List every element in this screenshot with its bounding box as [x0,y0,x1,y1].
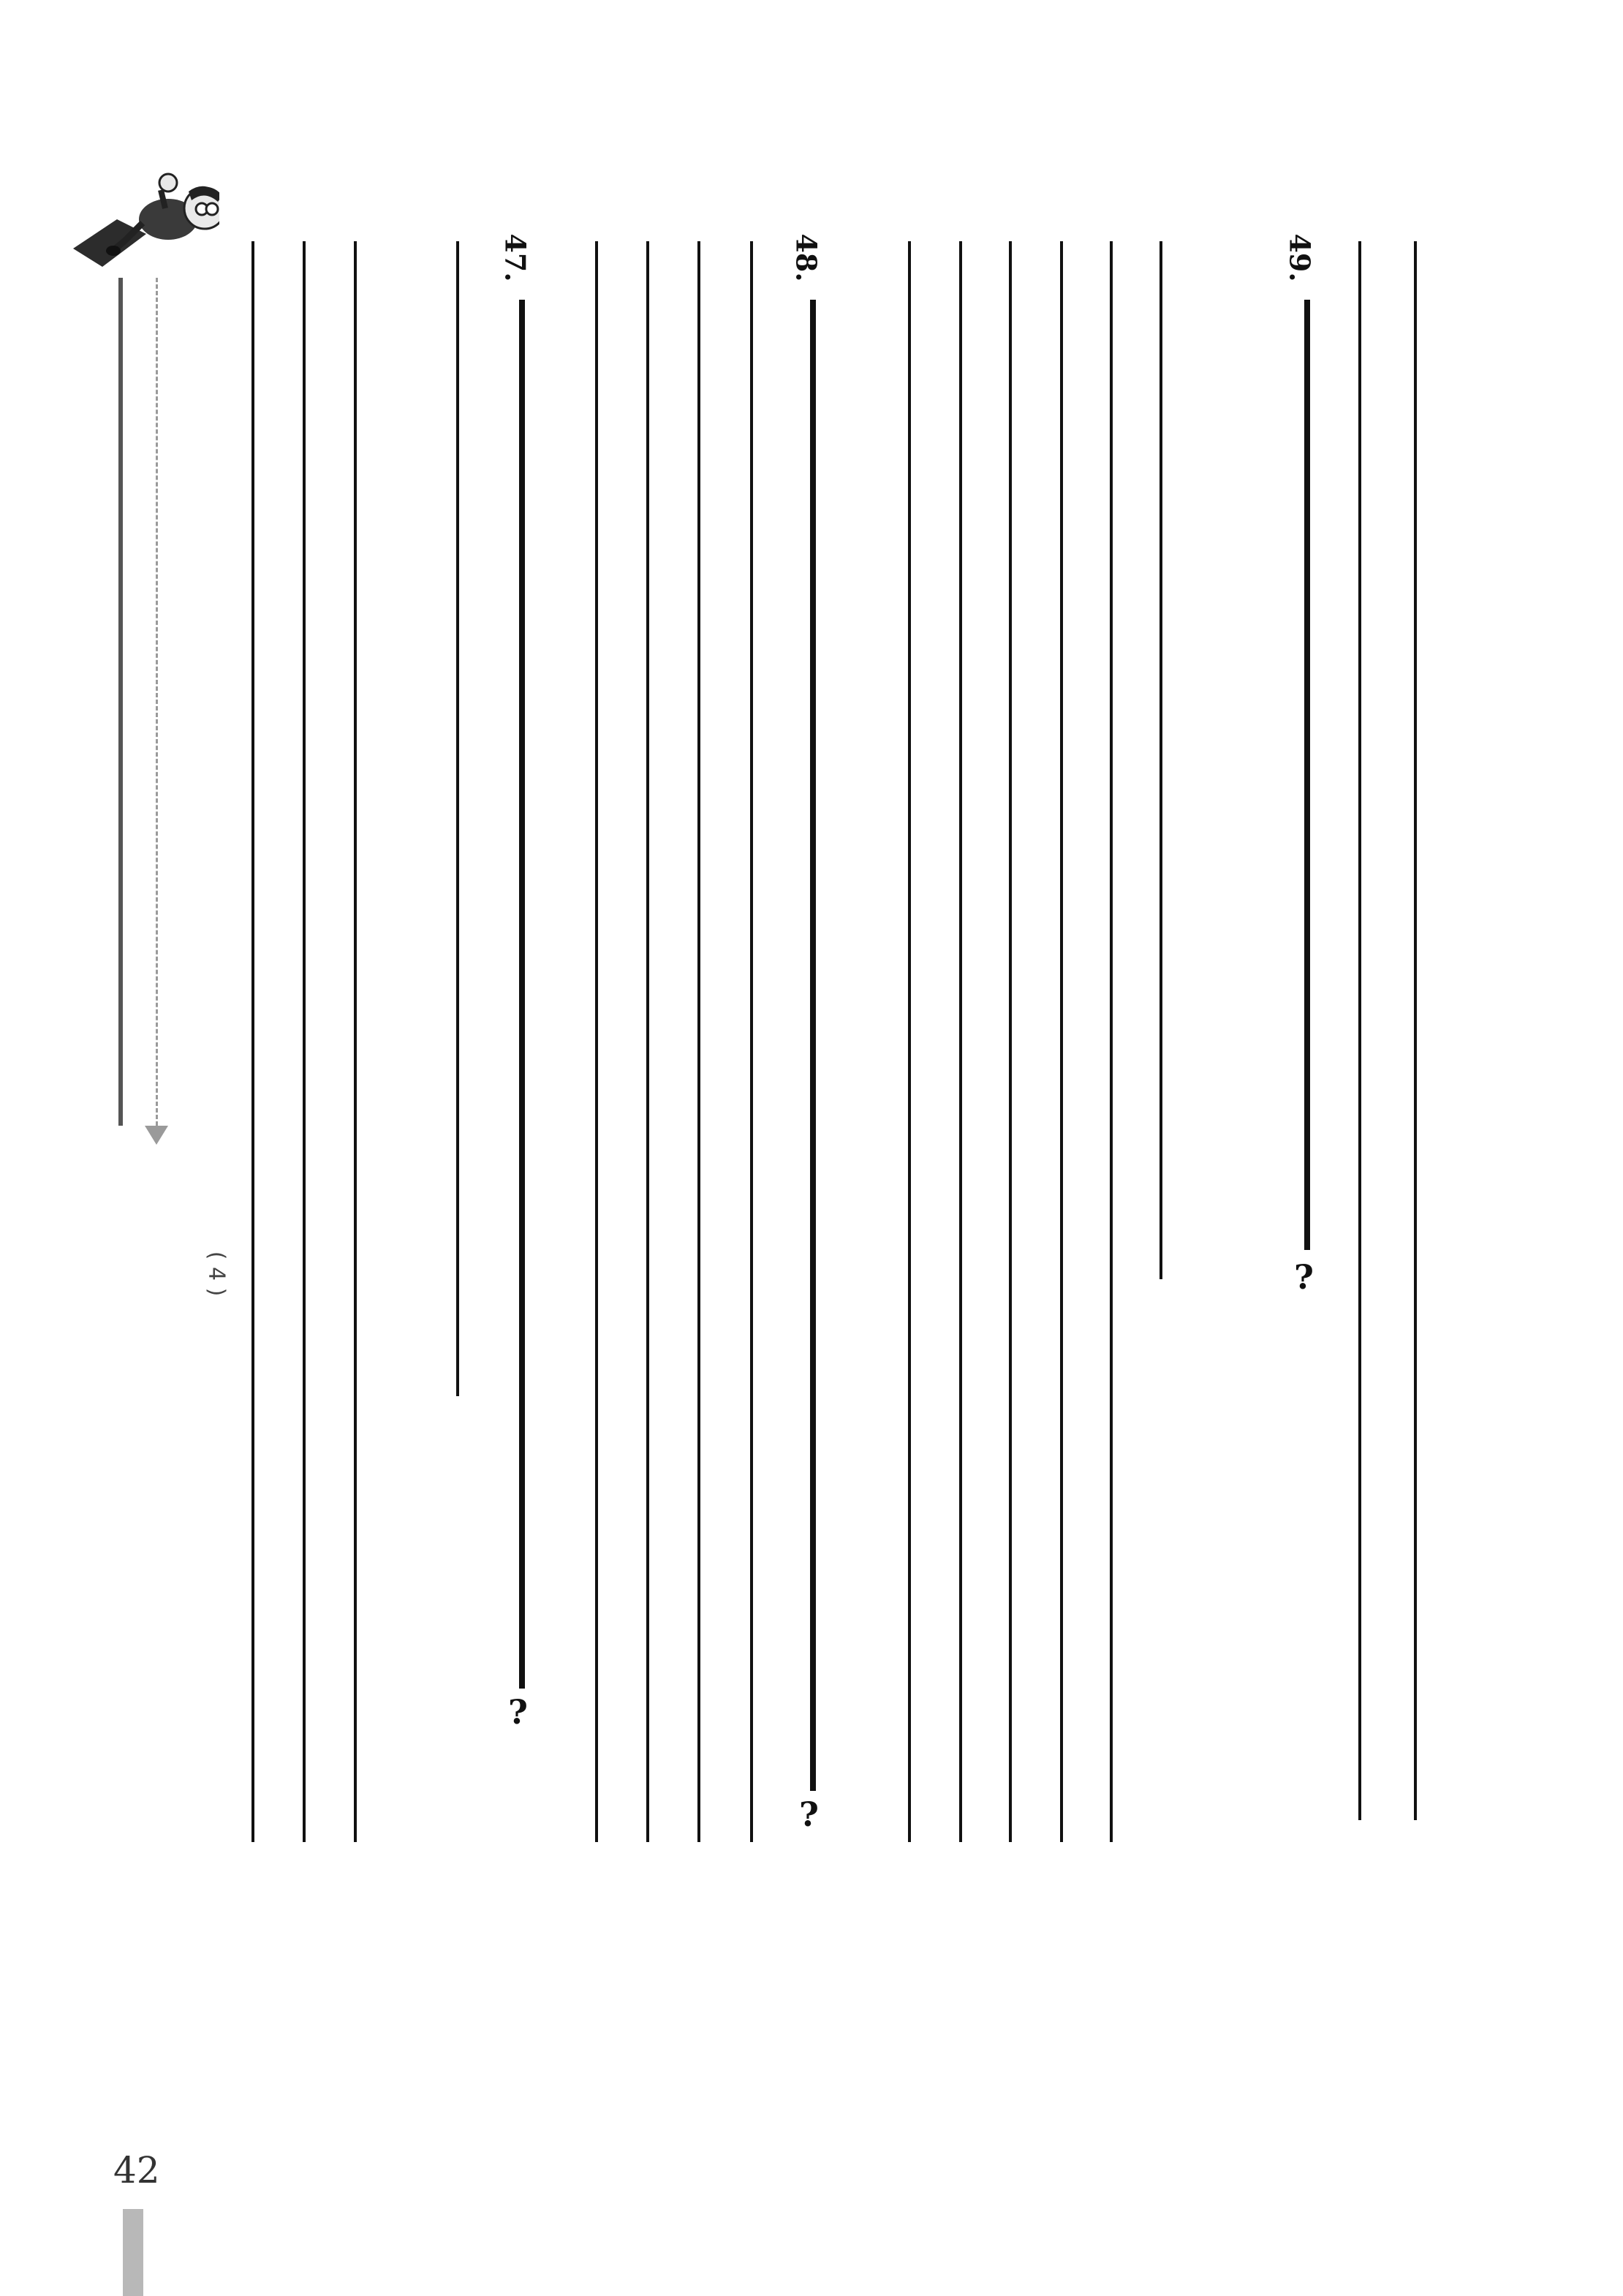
answer-line-49-6 [999,241,1022,1842]
question-mark: ? [508,1692,528,1732]
running-header-item: ( 4 ) [203,1251,230,1297]
answer-line-48-1 [740,241,763,1842]
question-number: 49. [1283,233,1317,282]
question-title [798,300,828,1791]
answer-line-47-2 [344,241,367,1842]
answer-line-49-2 [1348,241,1372,1820]
question-number: 48. [790,233,823,282]
question-mark: ? [1294,1257,1314,1297]
running-header-label [110,278,132,1126]
answer-line-49-7 [949,241,972,1842]
answer-line-47-1 [446,241,469,1396]
answer-line-49-3 [1149,241,1173,1279]
answer-line-47-3 [292,241,316,1842]
question-title [1293,300,1322,1250]
question-number: 47. [499,233,532,282]
question-mark: ? [799,1795,819,1834]
question-title [507,300,537,1689]
answer-line-48-3 [636,241,659,1842]
answer-line-48-4 [585,241,608,1842]
page-edge-bar [123,2209,143,2296]
answer-line-49-4 [1100,241,1123,1842]
answer-line-47-4 [241,241,265,1842]
answer-line-49-1 [1404,241,1427,1820]
answer-line-49-5 [1050,241,1073,1842]
flying-superhero-boy-illustration [58,139,219,278]
answer-line-49-8 [898,241,921,1842]
triangle-marker-icon [145,1126,168,1145]
page-number: 42 [113,2149,160,2191]
answer-line-48-2 [687,241,711,1842]
running-header-rule [156,278,158,1126]
